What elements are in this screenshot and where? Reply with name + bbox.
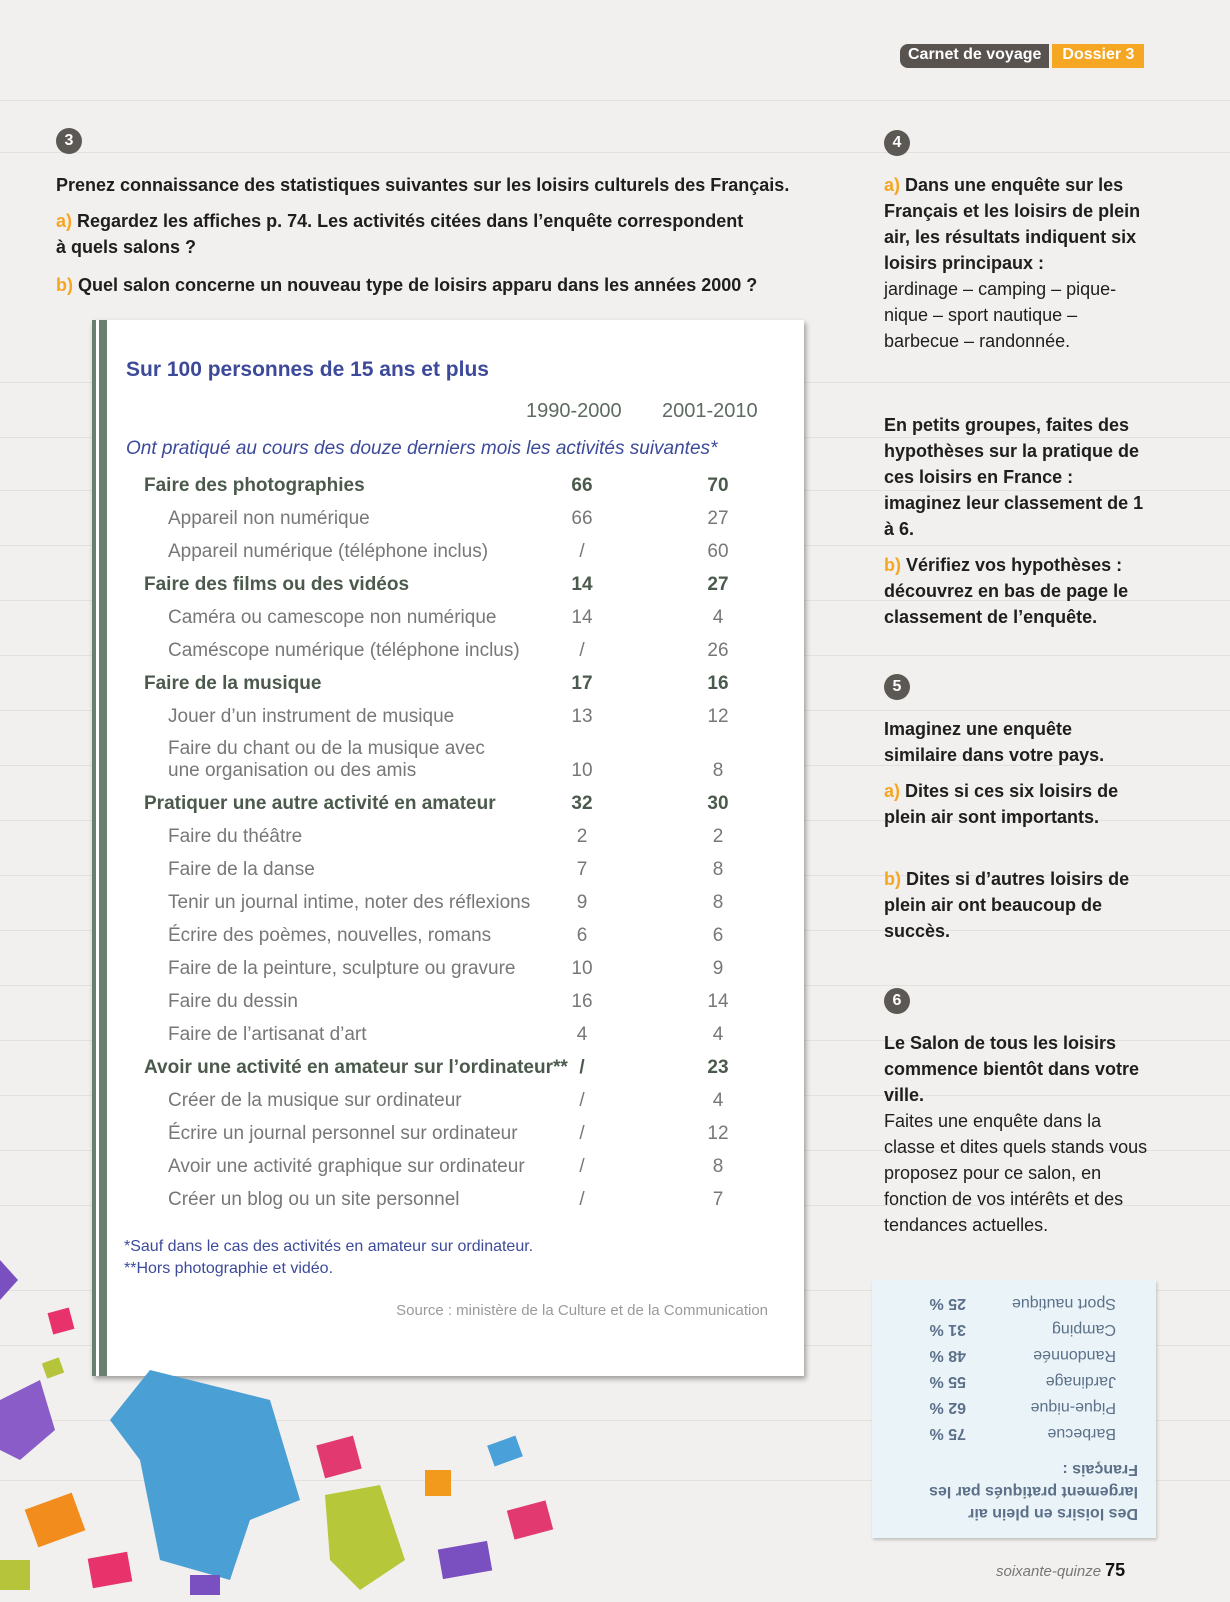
table-row: Faire de l’artisanat d’art 4 4	[168, 1024, 724, 1045]
table-source: Source : ministère de la Culture et de la Communication	[396, 1302, 768, 1319]
exercise-3-b: b) Quel salon concerne un nouveau type de loisirs apparu dans les années 2000 ?	[56, 275, 758, 295]
table-row: Avoir une activité en amateur sur l’ordinateur** / 23	[144, 1057, 729, 1078]
page-number: soixante-quinze 75	[996, 1560, 1126, 1580]
footnote-1: *Sauf dans le cas des activités en amateur sur ordinateur.	[124, 1238, 534, 1255]
exercise-4-number: 4	[884, 130, 910, 156]
exercise-3-intro: Prenez connaissance des statistiques suivantes sur les loisirs culturels des Français.	[56, 175, 790, 195]
table-row: Faire des films ou des vidéos 14 27	[144, 574, 729, 595]
answer-box-title: Des loisirs en plein air largement pratiqués par les Français :	[929, 1461, 1138, 1522]
exercise-5-intro: Imaginez une enquête similaire dans votre pays.	[884, 719, 1105, 765]
table-row: Faire de la peinture, sculpture ou gravure 10 9	[168, 958, 724, 979]
table-row: Pratiquer une autre activité en amateur 32 30	[144, 793, 729, 814]
table-row: Caméra ou camescope non numérique 14 4	[168, 607, 724, 628]
table-row: Faire du théâtre 2 2	[168, 826, 724, 847]
exercise-5-number: 5	[884, 674, 910, 700]
table-row: Appareil non numérique 66 27	[168, 508, 729, 529]
exercise-4-task: En petits groupes, faites des hypothèses sur la pratique de ces loisirs en France : imaginez leur classement de 1 à 6.	[884, 415, 1144, 539]
exercise-4-a: a) Dans une enquête sur les Français et les loisirs de plein air, les résultats indiquent six loisirs principaux : jardinage – camping – pique-nique – sport nautique – barbecue – randonnée.	[884, 175, 1141, 351]
table-row: Créer de la musique sur ordinateur / 4	[168, 1090, 724, 1111]
table-row: Faire du dessin 16 14	[168, 991, 729, 1012]
table-row: Créer un blog ou un site personnel / 7	[168, 1189, 724, 1210]
dossier-label: Dossier 3	[1052, 44, 1144, 68]
table-row: Faire du chant ou de la musique avec une organisation ou des amis 10 8	[168, 738, 724, 781]
table-row: Faire de la danse 7 8	[168, 859, 724, 880]
column-header-1990-2000: 1990-2000	[526, 400, 622, 422]
table-row: Jouer d’un instrument de musique 13 12	[168, 706, 729, 727]
exercise-5-a: a) Dites si ces six loisirs de plein air sont importants.	[884, 781, 1119, 827]
table-row: Appareil numérique (téléphone inclus) / 60	[168, 541, 729, 562]
puzzle-piece-icon	[0, 1260, 553, 1595]
exercise-6-number: 6	[884, 988, 910, 1014]
footnote-2: **Hors photographie et vidéo.	[124, 1260, 334, 1277]
table-row: Faire de la musique 17 16	[144, 673, 729, 694]
exercise-6-intro: Le Salon de tous les loisirs commence bientôt dans votre ville.	[884, 1033, 1140, 1105]
table-row: Écrire des poèmes, nouvelles, romans 6 6	[168, 925, 724, 946]
exercise-5-b: b) Dites si d’autres loisirs de plein air ont beaucoup de succès.	[884, 869, 1130, 941]
exercise-3-a: a) Regardez les affiches p. 74. Les activités citées dans l’enquête correspondent à quels salons ?	[56, 211, 744, 257]
answer-box-upside-down: Des loisirs en plein air largement pratiqués par les Français : Barbecue 75 % Pique-nique 62 % Jardinage 55 % Randonnée 48 % Camping 31 % Sport nautique 25 %	[872, 1280, 1156, 1538]
exercise-3-number: 3	[56, 128, 82, 154]
table-row: Écrire un journal personnel sur ordinateur / 12	[168, 1123, 729, 1144]
table-row: Tenir un journal intime, noter des réflexions 9 8	[168, 892, 724, 913]
column-header-2001-2010: 2001-2010	[662, 400, 758, 422]
table-row: Caméscope numérique (téléphone inclus) / 26	[168, 640, 729, 661]
table-row: Avoir une activité graphique sur ordinateur / 8	[168, 1156, 724, 1177]
table-title: Sur 100 personnes de 15 ans et plus	[126, 358, 489, 381]
puzzle-pieces-illustration	[0, 1260, 620, 1602]
table-row: Faire des photographies 66 70	[144, 475, 729, 496]
section-label: Carnet de voyage	[900, 44, 1049, 68]
section-badge	[900, 44, 1144, 68]
exercise-6-text: Faites une enquête dans la classe et dites quels stands vous proposez pour ce salon, en fonction de vos intérêts et des tendances actuelles.	[884, 1111, 1148, 1235]
exercise-4-b: b) Vérifiez vos hypothèses : découvrez en bas de page le classement de l’enquête.	[884, 555, 1129, 627]
table-subtitle: Ont pratiqué au cours des douze derniers mois les activités suivantes*	[126, 438, 718, 459]
statistics-table	[92, 320, 804, 1376]
